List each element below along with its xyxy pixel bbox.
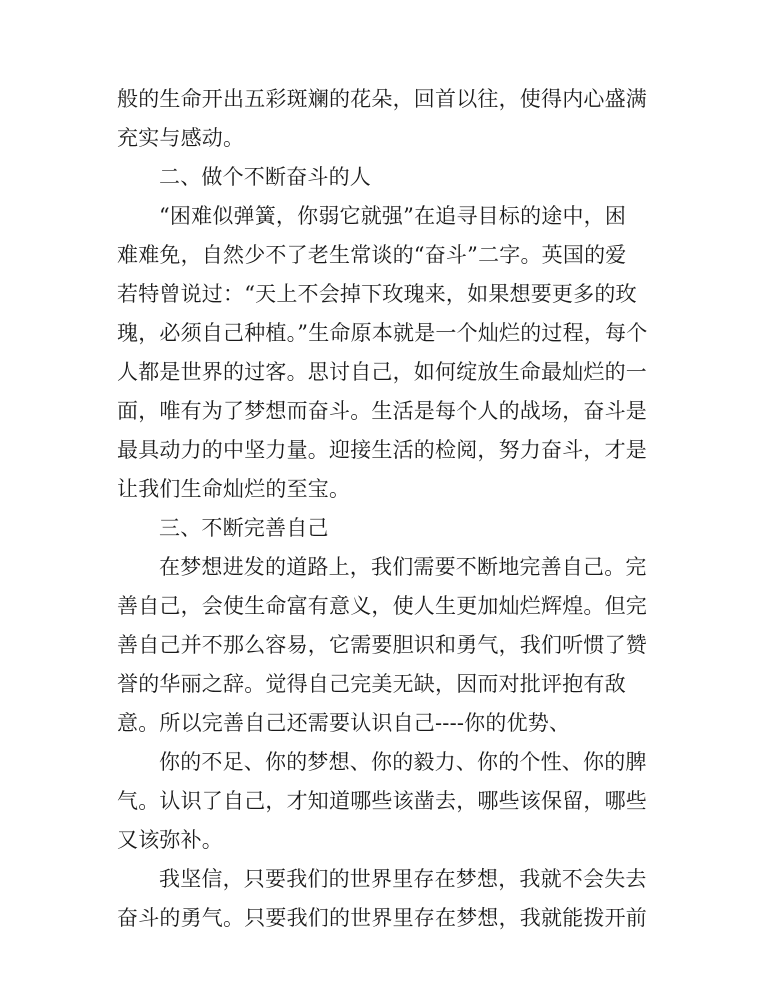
text-line: 在梦想进发的道路上，我们需要不断地完善自己。完 [159, 555, 647, 579]
text-line: 面，唯有为了梦想而奋斗。生活是每个人的战场，奋斗是 [117, 399, 647, 423]
text-line: 瑰，必须自己种植。”生命原本就是一个灿烂的过程，每个 [117, 321, 648, 345]
text-line: 让我们生命灿烂的至宝。 [117, 477, 351, 501]
section-heading: 三、不断完善自己 [159, 516, 329, 540]
text-line: 充实与感动。 [117, 126, 245, 150]
text-line: 誉的华丽之辞。觉得自己完美无缺，因而对批评抱有敌 [117, 672, 626, 696]
text-line: 意。所以完善自己还需要认识自己----你的优势、 [117, 711, 571, 735]
text-line: 我坚信，只要我们的世界里存在梦想，我就不会失去 [159, 867, 647, 891]
text-line: 又该弥补。 [117, 828, 223, 852]
text-line: 若特曾说过：“天上不会掉下玫瑰来，如果想要更多的玫 [117, 282, 637, 306]
text-line: 善自己并不那么容易，它需要胆识和勇气，我们听惯了赞 [117, 633, 647, 657]
text-line: 人都是世界的过客。思讨自己，如何绽放生命最灿烂的一 [117, 360, 647, 384]
text-line: 气。认识了自己，才知道哪些该凿去，哪些该保留，哪些 [117, 789, 647, 813]
text-line: 最具动力的中坚力量。迎接生活的检阅，努力奋斗，才是 [117, 438, 647, 462]
text-line: 般的生命开出五彩斑斓的花朵，回首以往，使得内心盛满 [117, 87, 647, 111]
text-line: 难难免，自然少不了老生常谈的“奋斗”二字。英国的爱 [117, 243, 627, 267]
document-body [117, 80, 647, 938]
text-line: 善自己，会使生命富有意义，使人生更加灿烂辉煌。但完 [117, 594, 647, 618]
text-line: 你的不足、你的梦想、你的毅力、你的个性、你的脾 [159, 750, 647, 774]
section-heading: 二、做个不断奋斗的人 [159, 165, 371, 189]
text-line: 奋斗的勇气。只要我们的世界里存在梦想，我就能拨开前 [117, 906, 647, 930]
text-line: “困难似弹簧，你弱它就强”在追寻目标的途中，困 [159, 204, 627, 228]
